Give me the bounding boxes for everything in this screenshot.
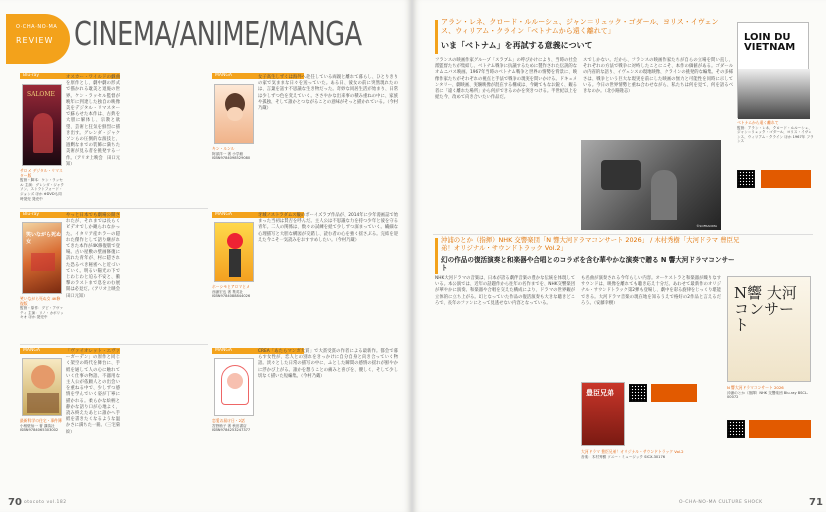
review-text: オスカー・ワイルドの戯曲を原作とし、劇中劇の形式で描かれる耽美と退廃の世界。ケン・ラッセル監督が晩年に到達した独自の映像美をデジタル・リマスターで蘇らせた本作は、古典を大胆に解体し、宗教と欲望、芸術と狂気を鮮烈に描き出す。グレンダ・ジャクソンらの圧倒的な演技と、過剰なまでの装飾に満ちた美術が見る者を挑発する一作。（アリオ上映会 田口元知） [66, 75, 120, 167]
review-badge [6, 14, 70, 64]
article-text: NHK大河ドラマの音楽は、日本が誇る劇伴音楽の豊かな伝統を体現している。本公演では、近年の話題作から往年の名作までを、NHK交響楽団が華やかに演奏。和楽器や合唱を交えた構成により、ドラマの世界観が立体的に立ち上がる。幻となっていた作品の復活演奏も大きな聴きどころで、長年のファンにとって見逃せない内容となっている。 [435, 276, 575, 306]
review-text: 牙城ノストラダムス級のボーイズラブ作品が、2014年に少年漫画誌で始まった当初は賛否を呼んだ。主人公は不思議な力を持つ少年と彼を守る青年。二人の関係は、数々の試練を経て少しずつ深まっていく。繊細な心理描写と大胆な構図が交錯し、読む者の心を強く揺さぶる。完結を迎えた今こそ一気読みをおすすめしたい。（今村乃蔵） [258, 213, 398, 243]
badge-big-text: REVIEW [16, 36, 54, 45]
category-label: MANGA [20, 348, 120, 354]
category-label: Blu-ray [20, 73, 120, 79]
film-still-photo: ©SOFRACIMA [581, 140, 721, 230]
review-text: 女子高生しずくは海外へ赴任している両親と離れて暮らし、ひとりきりの家で気ままな日々を送っていた。ある日、彼女の前に突然現れたのは、言葉を話す不思議な生き物だった。奇妙な同居生活が始まり、日常は少しずつ色を変えていく。ささやかな出来事の積み重ねの中に、家族や孤独、そして誰かとつながることの意味がそっと描かれている。（今村乃蔵） [258, 75, 398, 112]
review-text: CREA「あたらマンガ大賞」で大賞受賞の作者による最新作。都会で暮らす女性が、恋人との別れをきっかけに自分自身と向き合っていく物語。淡々とした日常の描写の中に、ふとした瞬間の感情の揺れが鮮やかに浮かび上がる。誰かを想うことの痛みと喜びを、優しく、そして少し切なく描いた短編集。（今村乃蔵） [258, 349, 398, 379]
category-label: Blu-ray [20, 212, 120, 218]
review-text: やっと日本でも劇場公開されたが、それまでは長らくビデオでしか観られなかった。イタリア産ホラーの隠れた傑作として語り継がれてきた本作が4K修復版で登場。古い屋敷の壁画修復に訪れた青年が、村に隠された恐るべき秘密へと近づいていく。明るい陽光の下でじわじわと迫る不安と、衝撃のラストまで息をのむ展開は必見だ。（アリオ上映会 田口元知） [66, 213, 125, 299]
right-page [413, 0, 826, 512]
concert-poster-image: N響 大河 コンサート [727, 276, 811, 382]
divider [20, 208, 208, 209]
article-heading-orange: アラン・レネ、クロード・ルルーシュ、ジャン＝リュック・ゴダール、ヨリス・イヴェンス、ウィリアム・クライン「ベトナムから遠く離れて」 [441, 18, 719, 35]
qr-code-image [629, 384, 647, 402]
page-number: 71 [809, 497, 823, 508]
item-caption: N 響大河ドラマコンサート 2026 沖浦のとか（指揮）NHK 交響楽団 Blu-ray BSCL-00072 [727, 385, 809, 400]
item-caption: キン・ルンル 阿部洋一 著 小学館 ISBN9784098529080 [212, 146, 251, 161]
divider [20, 344, 208, 345]
article-heading: いま「ベトナム」を再試する意義について [441, 41, 593, 50]
item-caption: 最新科学の住宅・事件簿 小相壁仙一 著 講談社 ISBN9784065303002 [20, 418, 62, 433]
article-text: も名曲が演奏される今年らしい内容。オーケストラと和楽器が織りなすサウンドは、映像を離れても聴き応え十分だ。あわせて最新作のオリジナル・サウンドトラック第2弾も登場し、劇中を彩る旋律をじっくり堪能できる。大河ドラマ音楽の現在地を知るうえで格好の2作品と言えるだろう。（安藤幸樹） [581, 276, 721, 306]
divider [433, 234, 813, 235]
shop-banner [761, 170, 811, 188]
manga-cover-image [214, 358, 254, 416]
manga-cover-image [214, 84, 254, 144]
item-caption: ベトナムから遠く離れて 監督：アラン・レネ、クロード・ルルーシュ、ジャン＝リュック・ゴダール、ヨリス・イヴェンス、ウィリアム・クライン ほか 1967年 フランス [737, 120, 814, 144]
soundtrack-cover-image: 豊臣兄弟 [581, 382, 625, 446]
section-title: CINEMA/ANIME/MANGA [74, 14, 362, 53]
item-caption: サロメ デジタル・リマスター版 監督・脚本：ケン・ラッセル 主演：グレンダ・ジャクソン、ストラトフォード・ジョンズ ほか ※DVDも同時発売 発売中 [20, 168, 64, 201]
article-text: スでしかない。だから、フランスの映画作家たちが自らの立場を問い直し、それぞれの方法で戦争に対峙したことにこそ、本作の価値がある。ゴダールの内省的な語り、イヴェンスの現地映像、クラインの挑発的な編集。その多様さは、戦争という巨大な現実を前にした映画の無力と可能性を同時に示している。今日の世界情勢と重ね合わせながら、私たちは何を見て、何を語るべきなのか。（北小路隆志） [583, 58, 733, 95]
heading-bar [435, 20, 438, 54]
article-text: フランスの映画作家グループ「スラブム」の呼びかけにより、当時の社会派監督たちが集結し、ベトナム戦争に抗議するために製作された伝説的なオムニバス映画。1967年当時のベトナム戦争と世界の情勢を背景に、映像作家たちがそれぞれの視点と手法で戦争の現実を問いかける。ドキュメンタリー、劇映画、実験映像が混在する構成は、今観てもなお鋭く、観る者に「遠く離れた場所」から何ができるのかを突きつける。半世紀以上を経た今、改めて向き合いたい作品だ。 [435, 58, 577, 101]
category-label: MANGA [212, 73, 304, 79]
item-caption: 恋愛お届け日・2話 宮野柚子 著 秋田書店 ISBN9784253247377 [212, 418, 251, 433]
film-poster-image: LOIN DU VIETNAM [737, 22, 809, 118]
page-number: 70 [8, 497, 22, 508]
badge-small-text: O·CHA·NO·MA [16, 24, 58, 30]
qr-code-image [727, 420, 745, 438]
manga-cover-image [22, 358, 62, 416]
page-footer: O-CHA-NO-MA CULTURE SHOCK [679, 500, 763, 505]
salome-cover-image: SALOME [22, 84, 62, 166]
item-caption: ホーシモとアロマとメ 西浦宏也 著 集英社 ISBN9784088844026 [212, 284, 251, 299]
category-label: MANGA [212, 212, 304, 218]
shop-banner [651, 384, 697, 402]
horror-cover-image: 笑いながら死ぬ女 [22, 222, 62, 294]
item-caption: 笑いながら死ぬ女 4K修復版 監督・原作：プピ・アヴァティ 主演：リノ・カポリッキオ ほか 発売中 [20, 296, 64, 320]
shop-banner [749, 420, 811, 438]
heading-bar [435, 238, 438, 274]
article-heading-orange: 沖浦のとか（指揮）NHK 交響楽団「N 響大河ドラマコンサート 2026」 / 木村秀樹「大河ドラマ 豊臣兄弟！オリジナル・サウンドトラック Vol.2」 [441, 236, 740, 252]
manga-cover-image [214, 222, 254, 282]
category-label: MANGA [212, 348, 304, 354]
item-caption: 大河ドラマ 豊臣兄弟！オリジナル・サウンドトラック Vol.2 音楽：木村秀樹 ソニー・ミュージック SICX-30176 [581, 449, 684, 459]
left-page [0, 0, 411, 512]
article-heading: 幻の作品の復活演奏と和楽器や合唱とのコラボを含む華やかな演奏で贈る N 響大河ドラマコンサート [441, 256, 735, 272]
qr-code-image [737, 170, 755, 188]
review-text: 「ヴァイオレット・エヴァーガーデン」の原作と同じく架空の時代を舞台に、手紙を通して人の心に触れていく仕事の物語。不器用な主人公が依頼人との出会いを重ねる中で、少しずつ感情を学んでいく姿が丁寧に描かれる。柔らかな絵柄と静かな語り口が心地よく、読み終えたあとに誰かへ手紙を書きたくなるような温かさに満ちた一冊。（三宅菊絵） [66, 349, 120, 435]
page-footer: otocoto vol.182 [24, 500, 67, 505]
